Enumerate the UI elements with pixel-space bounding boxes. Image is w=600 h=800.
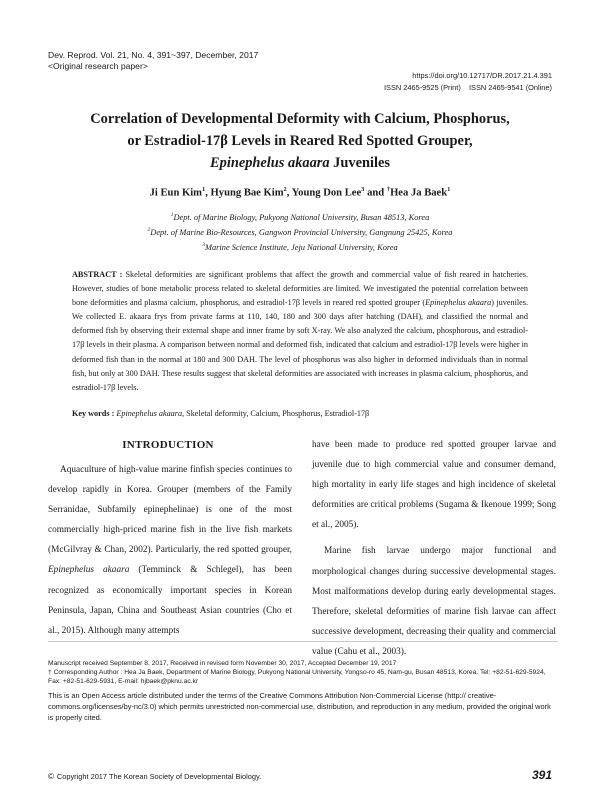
corresponding-author: † Corresponding Author : Hea Ja Baek, Department of Marine Biology, Pukyong National University, Yongso-ro 45, Nam-gu, Busan 48513, Korea. Tel: +82-51-629-5924, Fax: +82-51-629-5931, E-mail: hjbaek@pknu.ac.kr (48, 669, 546, 685)
issn-line: ISSN 2465-9525 (Print) ISSN 2465-9541 (Online) (383, 82, 552, 92)
title-line-2: or Estradiol-17β Levels in Reared Red Spotted Grouper, (127, 133, 473, 149)
body-paragraph: have been made to produce red spotted grouper larvae and juvenile due to high commercial value and consumer demand, high mortality in early life stages and high incidence of skeletal deformities are critical problems (Sugama & Ikenoue 1999; Song et al., 2005). (312, 440, 556, 531)
paragraph-text: (Temminck & Schlegel), has been recognized as economically important species in Korean Peninsula, Japan, China and Southeast Asian countries (Cho et al., 2015). Although many attempts (48, 565, 292, 636)
footnotes (48, 659, 554, 686)
body-column-right (312, 435, 556, 662)
abstract-text-2: ) juveniles. We collected E. akaara frys from private farms at 110, 140, 180 and 300 days after hatching (DAH), and classified the normal and deformed fish by observing their external shape and inner frame by soft X-ray. We also analyzed the calcium, phosphorous, and estradiol-17β levels in their plasma. A comparison between normal and deformed fish, indicated that calcium and estradiol-17β levels were higher in deformed fish than in the normal at 180 and 300 DAH. The level of phosphorus was also higher in deformed individuals than in normal fish, but only at 300 DAH. These results suggest that skeletal deformities are associated with increases in plasma calcium, phosphorus, and estradiol-17β levels. (72, 298, 529, 392)
affiliation-mark: 1 (170, 212, 174, 218)
abstract-label: ABSTRACT : (72, 270, 123, 279)
affiliation-item (40, 209, 560, 224)
journal-header (48, 50, 258, 72)
author-name: Hyung Bae Kim (210, 187, 284, 199)
title-line-1: Correlation of Developmental Deformity with Calcium, Phosphorus, (90, 111, 510, 127)
affiliation-mark: 3 (202, 242, 205, 249)
copyright-line (48, 772, 261, 781)
body-column-left (48, 460, 292, 641)
affiliation-text: Marine Science Institute, Jeju National University, Korea (205, 243, 398, 253)
corresponding-mark: † (386, 186, 391, 193)
paragraph-species: Epinephelus akaara (48, 565, 130, 576)
copyright-icon: © (48, 772, 54, 781)
page-number: 391 (531, 768, 552, 782)
article-type: <Original research paper> (48, 61, 148, 71)
article-title (40, 108, 560, 174)
section-heading: INTRODUCTION (122, 439, 214, 451)
body-paragraph: Marine fish larvae undergo major functional and morphological changes during successive developmental stages. Most malformations develop during early developmental stages. Therefore, skeletal deformities of marine fish larvae can affect successive development, decreasing their quality and commercial value (Cahu et al., 2003). (312, 546, 556, 657)
author-affil-mark: 3 (361, 186, 365, 193)
abstract-species: Epinephelus akaara (425, 298, 492, 308)
author-separator: , (286, 187, 292, 199)
footnote-divider (48, 641, 558, 642)
abstract (72, 268, 528, 395)
keywords-label: Key words : (72, 409, 115, 418)
affiliation-text: Dept. of Marine Bio-Resources, Gangwon Provincial University, Gangnung 25425, Korea (150, 228, 453, 237)
keywords (72, 409, 528, 418)
doi-block (384, 70, 552, 93)
copyright-text: Copyright 2017 The Korean Society of Developmental Biology. (56, 772, 262, 781)
affiliation-item (40, 239, 560, 254)
author-affil-mark: 1 (202, 186, 206, 193)
body-paragraph (48, 460, 292, 641)
author-affil-mark: 1 (447, 186, 451, 193)
doi-link[interactable]: https://doi.org/10.12717/DR.2017.21.4.391 (412, 71, 552, 80)
journal-citation: Dev. Reprod. Vol. 21, No. 4, 391~397, December, 2017 (48, 50, 259, 60)
author-name: Ji Eun Kim (149, 187, 202, 199)
title-line-3 (40, 152, 560, 174)
author-affil-mark: 2 (283, 186, 287, 193)
affiliations (40, 209, 560, 255)
affiliation-item (40, 224, 560, 239)
keywords-list: , Skeletal deformity, Calcium, Phosphorus, Estradiol-17β (182, 409, 370, 418)
author-separator: and (364, 187, 387, 199)
title-line-3-rest: Juveniles (329, 155, 390, 171)
affiliation-mark: 2 (147, 227, 151, 234)
manuscript-dates: Manuscript received September 8, 2017, Received in revised form November 30, 2017, Accepted December 19, 2017 (48, 660, 397, 667)
paragraph-text: Aquaculture of high-value marine finfish species continues to develop rapidly in Korea. Grouper (members of the Family Serranidae, Subfamily epinephelinae) is one of the most commercially high-priced marine fish in the live fish markets (McGilvray & Chan, 2002). Particularly, the red spotted grouper, (48, 465, 292, 556)
author-separator: , (205, 187, 211, 199)
affiliation-text: Dept. of Marine Biology, Pukyong National University, Busan 48513, Korea (173, 212, 430, 222)
author-list (40, 186, 560, 199)
author-name: Hea Ja Baek (390, 187, 448, 199)
author-name: Young Don Lee (291, 187, 362, 199)
title-species: Epinephelus akaara (210, 155, 330, 171)
open-access-notice: This is an Open Access article distributed under the terms of the Creative Commons Attribution Non-Commercial License (http:// creative-commons.org/licenses/by-nc/3.0) which permits unrestricted non-commercial use, distribution, and reproduction in any medium, provided the original work is properly cited. (48, 691, 551, 723)
abstract-text: Skeletal deformities are significant problems that affect the growth and commercial value of fish reared in hatcheries. However, studies of bone metabolic process related to skeletal deformities are limited. We investigated the potential correlation between bone deformities and plasma calcium, phosphorus, and estradiol-17β levels in reared red spotted grouper ( (72, 270, 528, 308)
keyword-species: Epinephelus akaara (114, 409, 183, 418)
